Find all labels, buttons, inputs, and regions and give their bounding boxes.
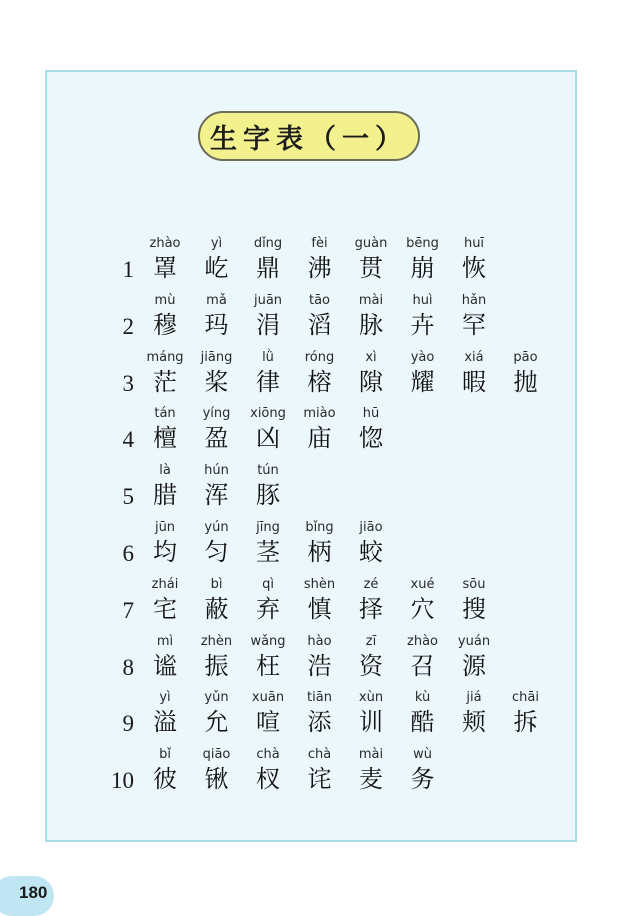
hanzi-character: 浩 [307,651,332,680]
hanzi-character: 暇 [462,367,486,396]
hanzi-character: 柄 [307,538,332,566]
hanzi-character: 崩 [410,254,435,282]
pinyin: zī [365,633,377,649]
pinyin: tāo [308,292,331,308]
table-row [0,520,640,572]
pinyin: yào [410,349,435,365]
hanzi-character: 匀 [204,538,229,566]
pinyin: yì [210,236,223,251]
pinyin: hào [307,633,332,649]
hanzi-character: 杈 [256,765,280,794]
hanzi-character: 桨 [204,367,229,396]
pinyin: bǐ [159,747,171,763]
page-number: 180 [19,883,48,902]
pinyin: huī [463,236,485,251]
pinyin: xiōng [250,406,286,422]
hanzi-character: 凶 [256,424,280,453]
pinyin: tiān [307,690,332,706]
title-banner [198,111,420,161]
pinyin: xùn [358,690,384,706]
hanzi-character: 蔽 [204,594,229,623]
pinyin: xué [410,576,435,592]
pinyin: guàn [354,236,388,251]
hanzi-character: 檀 [153,424,177,453]
pinyin: lǜ [262,349,274,365]
hanzi-character: 训 [359,708,383,737]
pinyin: hǎn [461,292,487,308]
pinyin: mǎ [206,292,227,308]
hanzi-character: 腊 [153,481,177,510]
hanzi-character: 茎 [256,538,280,566]
hanzi-character: 添 [307,708,332,737]
hanzi-character: 宅 [153,594,177,623]
hanzi-character: 蛟 [359,538,383,566]
pinyin: hún [204,463,229,479]
hanzi-character: 榕 [307,367,332,396]
row-number: 4 [122,427,134,453]
pinyin: qiāo [202,747,231,763]
character-entry [240,463,296,515]
pinyin: huì [412,292,433,308]
pinyin: zhào [407,633,438,649]
hanzi-character: 恢 [462,254,486,282]
row-number: 6 [122,541,134,566]
pinyin: jīng [256,520,280,535]
table-row [0,747,640,799]
hanzi-character: 滔 [307,310,332,339]
pinyin: xiá [464,349,484,365]
hanzi-character: 盈 [204,424,229,453]
hanzi-character: 屹 [204,254,229,282]
hanzi-character: 搜 [462,594,486,623]
pinyin: zhái [151,576,179,592]
hanzi-character: 谧 [153,651,177,680]
hanzi-character: 诧 [307,765,332,794]
hanzi-character: 抛 [513,367,538,396]
hanzi-character: 沸 [307,254,332,282]
pinyin: shèn [303,576,336,592]
hanzi-character: 拆 [513,708,538,737]
hanzi-character: 罕 [462,310,486,339]
pinyin: chà [307,747,332,763]
hanzi-character: 穆 [153,310,177,339]
hanzi-character: 颊 [462,708,486,737]
hanzi-character: 振 [204,651,229,680]
hanzi-character: 穴 [410,594,435,623]
pinyin: mài [358,747,384,763]
hanzi-character: 锹 [204,765,229,794]
hanzi-character: 枉 [256,651,280,680]
hanzi-character: 脉 [359,310,383,339]
pinyin: bǐng [305,520,334,535]
hanzi-character: 溢 [153,708,177,737]
hanzi-character: 择 [359,594,383,623]
hanzi-character: 惚 [359,424,383,453]
row-number: 7 [122,597,134,623]
table-row [0,577,640,629]
hanzi-character: 鼎 [256,254,280,282]
hanzi-character: 卉 [410,310,435,339]
hanzi-character: 召 [410,651,435,680]
pinyin: kù [414,690,431,706]
pinyin: róng [304,349,335,365]
pinyin: bēng [406,236,439,251]
table-row [0,350,640,402]
pinyin: miào [303,406,336,422]
pinyin: tán [154,406,176,422]
table-row [0,406,640,458]
row-number: 2 [122,313,134,339]
hanzi-character: 隙 [359,367,383,396]
pinyin: juān [253,292,283,308]
pinyin: yún [204,520,229,535]
pinyin: tún [257,463,279,479]
hanzi-character: 茫 [153,367,177,396]
pinyin: sōu [462,576,486,592]
hanzi-character: 慎 [307,594,332,623]
character-entry [395,747,451,799]
table-row [0,690,640,742]
hanzi-character: 麦 [359,765,383,794]
hanzi-character: 务 [410,765,435,794]
pinyin: jiá [466,690,482,706]
pinyin: wù [413,747,432,763]
hanzi-character: 涓 [256,310,280,339]
character-entry [498,690,554,742]
pinyin: jūn [154,520,176,535]
pinyin: yǔn [204,690,229,706]
pinyin: zhào [149,236,181,251]
table-row [0,463,640,515]
hanzi-character: 均 [153,538,177,566]
hanzi-character: 酷 [410,708,435,737]
character-entry [446,236,502,288]
hanzi-character: 允 [204,708,229,737]
pinyin: chāi [512,690,539,706]
table-row [0,293,640,345]
hanzi-character: 耀 [410,367,435,396]
page-title: 生字表（一） [210,123,408,155]
pinyin: yuán [457,633,491,649]
pinyin: dǐng [253,236,283,251]
pinyin: xì [365,349,377,365]
pinyin: mài [358,292,384,308]
character-entry [446,634,502,686]
row-number: 3 [122,370,134,396]
row-number: 9 [122,711,134,737]
pinyin: yì [159,690,171,706]
pinyin: mì [156,633,174,649]
hanzi-character: 彼 [153,765,177,794]
row-number: 5 [122,484,134,510]
pinyin: yíng [202,406,231,422]
character-entry [343,520,399,572]
pinyin: là [159,463,171,479]
hanzi-character: 源 [462,651,486,680]
row-number: 1 [122,257,134,282]
pinyin: jiāo [359,520,383,535]
hanzi-character: 资 [359,651,383,680]
row-number: 10 [111,768,134,794]
character-entry [498,350,554,402]
character-entry [343,406,399,458]
pinyin: pāo [513,349,538,365]
pinyin: zé [363,576,379,592]
hanzi-character: 律 [256,367,280,396]
hanzi-character: 喧 [256,708,280,737]
hanzi-character: 弃 [256,594,280,623]
pinyin: qì [262,576,274,592]
hanzi-character: 罩 [153,254,177,282]
pinyin: mù [154,292,176,308]
pinyin: máng [146,349,184,365]
pinyin: hū [362,406,380,422]
pinyin: jiāng [200,349,233,365]
table-row [0,236,640,288]
pinyin: fèi [311,236,328,251]
hanzi-character: 浑 [204,481,229,510]
pinyin: xuān [251,690,285,706]
row-number: 8 [122,654,134,680]
hanzi-character: 庙 [307,424,332,453]
pinyin: zhèn [200,633,233,649]
character-entry [446,293,502,345]
table-row [0,634,640,686]
character-entry [446,577,502,629]
pinyin: wǎng [250,633,286,649]
hanzi-character: 贯 [359,254,383,282]
pinyin: bì [210,576,223,592]
hanzi-character: 玛 [204,310,229,339]
pinyin: chà [256,747,280,763]
hanzi-character: 豚 [256,481,280,510]
